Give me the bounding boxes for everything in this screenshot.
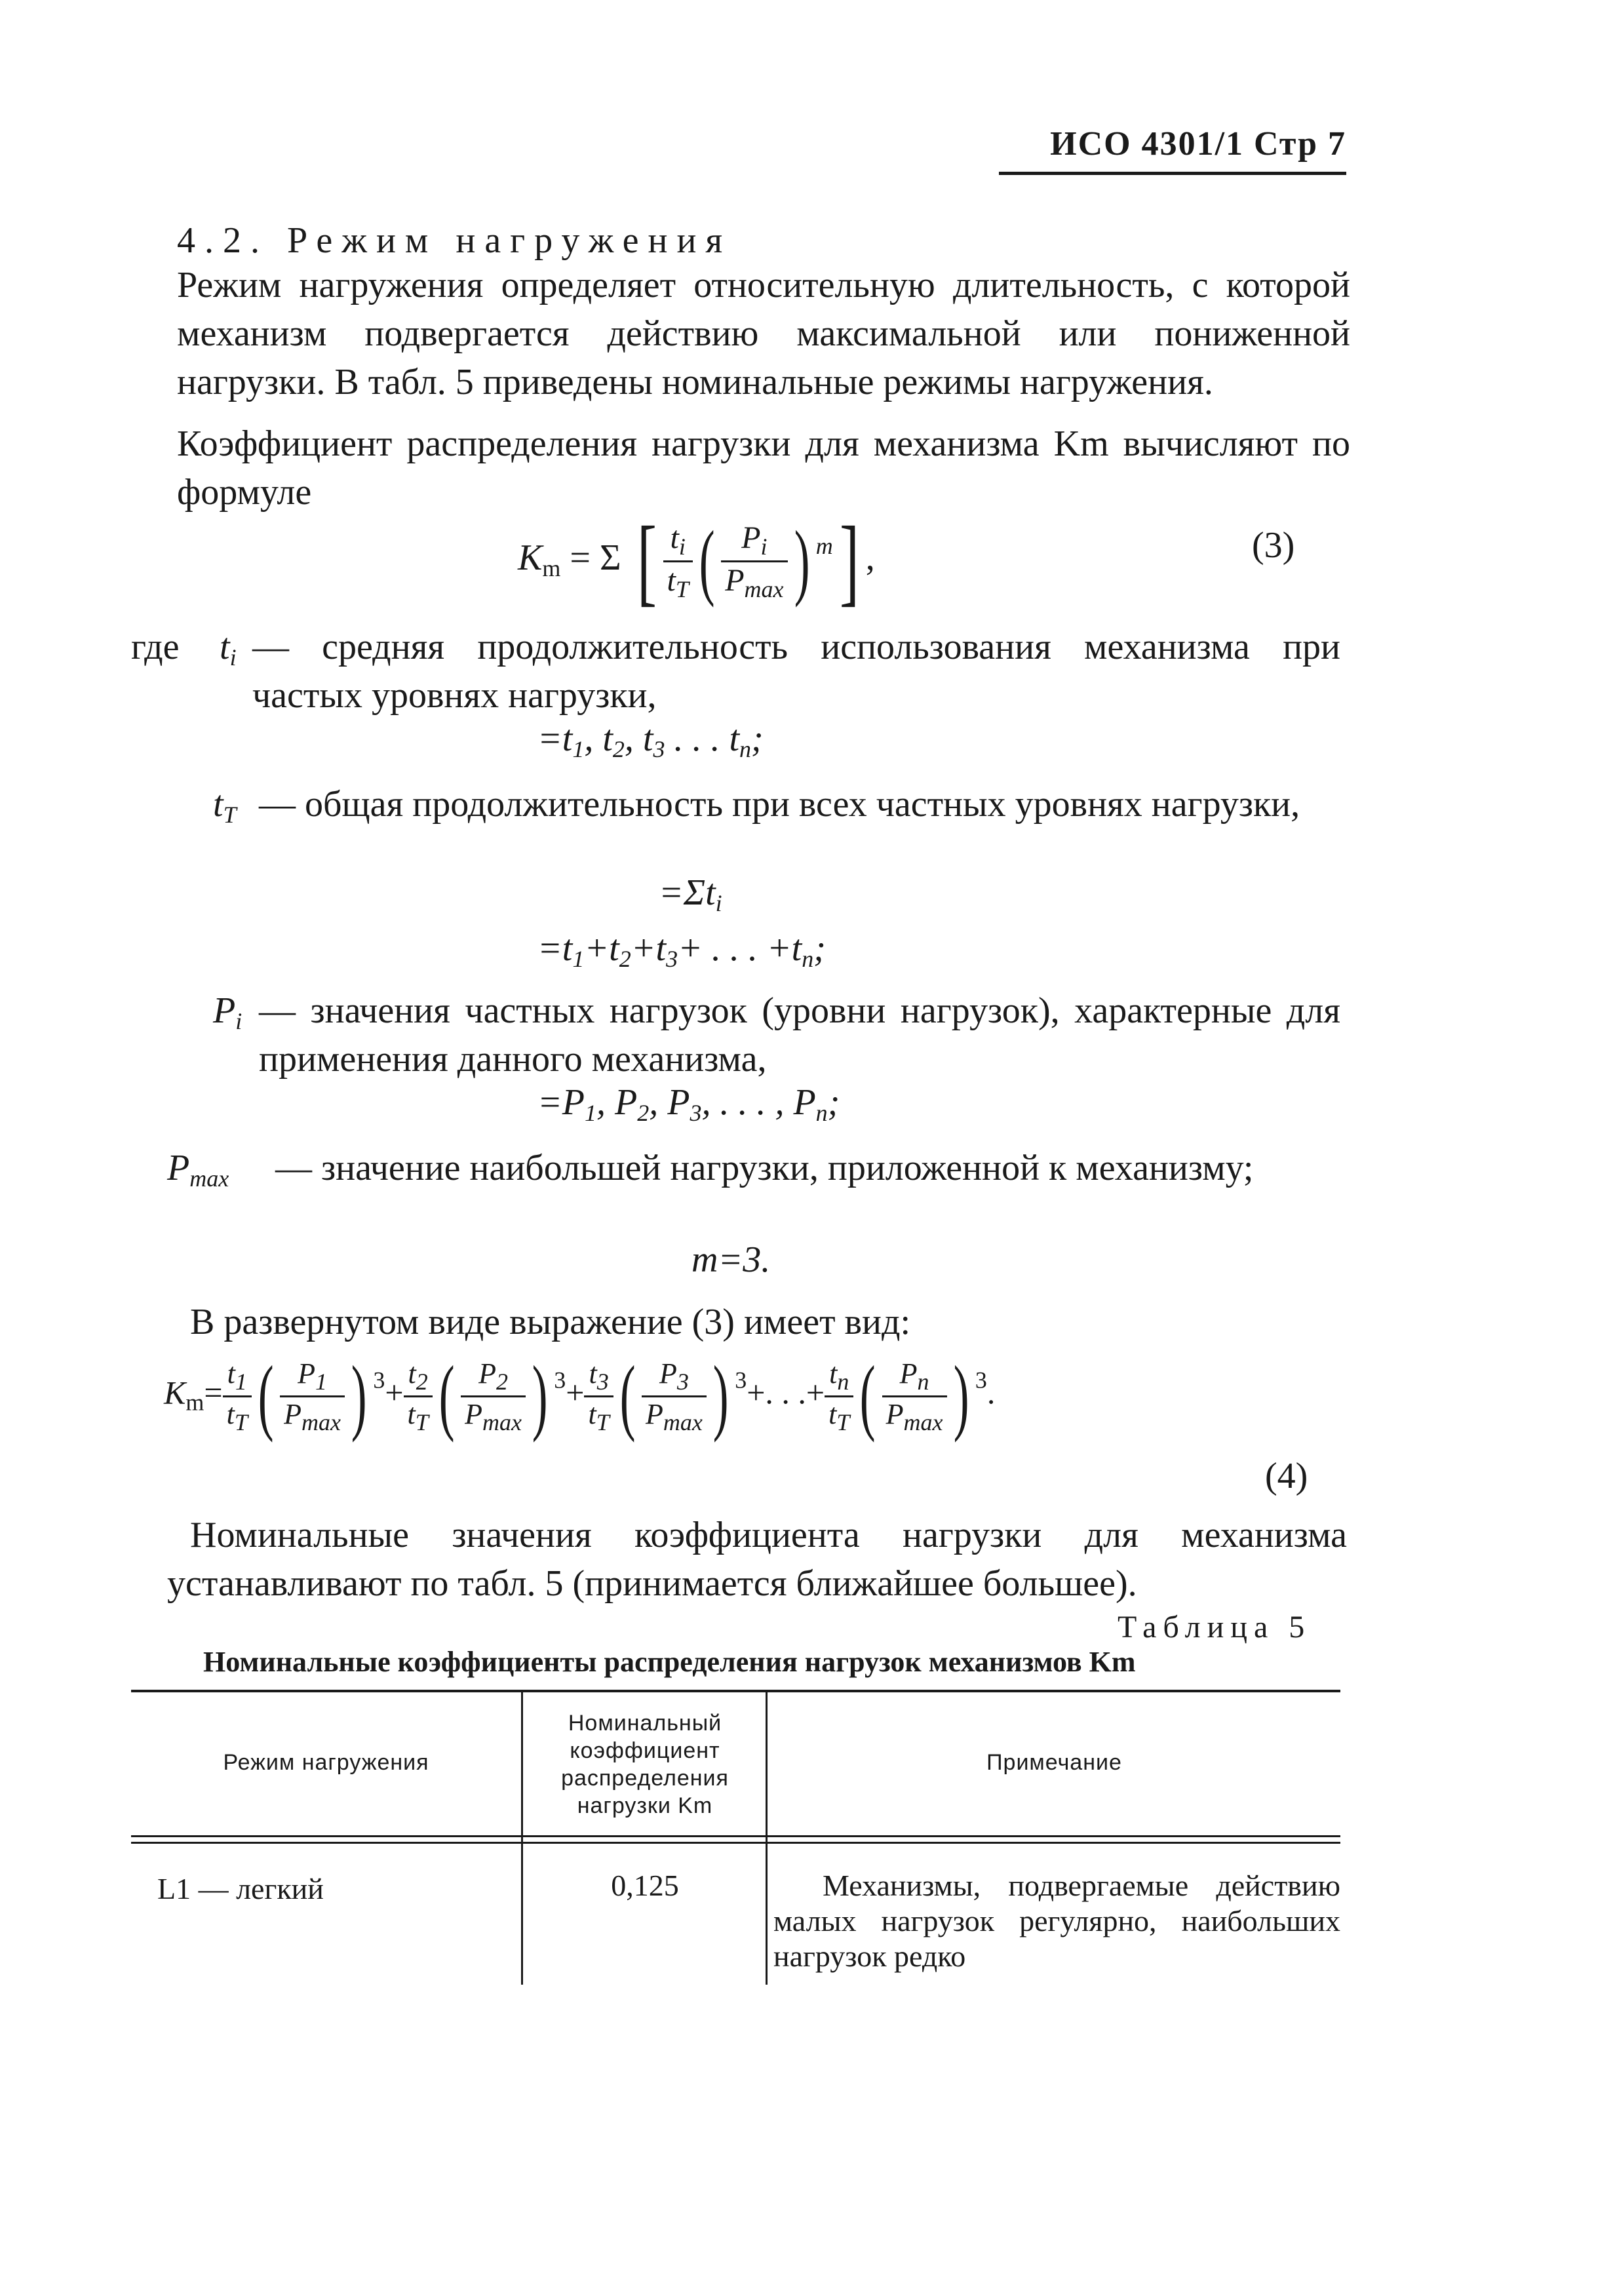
- Pmax-symbol: $P_{max}$: [167, 1148, 229, 1192]
- table-header-coefficient: Номинальный коэффициент распределения нагрузки Km: [561, 1711, 729, 1818]
- page-header: ИСО 4301/1 Стр 7: [1050, 125, 1346, 163]
- formula-3: $K_m = \Sigma$ [ $\frac{t_i}{t_T}$ ( $\frac{P_i}{P_{max}}$ ) $^m$] ,: [518, 507, 875, 615]
- table-label: Таблица 5: [1118, 1610, 1312, 1644]
- paragraph-1: Режим нагружения определяет относительную длительность, с которой механизм подвергается действию максимальной или пониженной нагрузки. В табл. 5 приведены номинальные режимы нагружения.: [177, 265, 1350, 402]
- header-rule: [999, 172, 1346, 175]
- table-column-divider-2: [766, 1690, 768, 1985]
- tT-definition: — общая продолжительность при всех частных уровнях нагрузки,: [259, 784, 1300, 825]
- table-row-note: Механизмы, подвергаемые действию малых нагрузок регулярно, наибольших нагрузок редко: [773, 1869, 1340, 1973]
- m-value: m=3.: [691, 1239, 771, 1280]
- table-header-rule-1: [131, 1835, 1340, 1837]
- where-label: где: [131, 627, 180, 667]
- Pmax-definition: — значение наибольшей нагрузки, приложенной к механизму;: [275, 1148, 1254, 1188]
- tT-sum: $=\Sigma t_i$: [659, 872, 722, 916]
- ti-definition: [252, 623, 1340, 720]
- section-title: 4.2. Режим нагружения: [177, 220, 732, 261]
- table-title: Номинальные коэффициенты распределения нагрузок механизмов Km: [203, 1646, 1136, 1678]
- table-header-note: Примечание: [986, 1750, 1122, 1775]
- table-row-mode: L1 — легкий: [157, 1872, 324, 1905]
- formula-4: $K_m=$ $\frac{t_1}{t_T}$ ( $\frac{P_1}{P_{max}}$ ) $^3$+ $\frac{t_2}{t_T}$ ( $\frac{P_2}{P_{max}}$ ) $^3$+ $\frac{t_3}{t_T}$ ( $\frac{P_3}{P_{max}}$ ) $^3$+. . .+ $\frac{t_n}{t_T}$ ( $\frac{P_n}{P_{max}}$ ) $^3$.: [164, 1349, 996, 1443]
- table-header-rule-2: [131, 1842, 1340, 1844]
- expanded-intro: В развернутом виде выражение (3) имеет вид:: [190, 1302, 910, 1342]
- Pi-definition: — значения частных нагрузок (уровни нагрузок), характерные для применения данного механизма,: [259, 990, 1340, 1080]
- paragraph-3: Номинальные значения коэффициента нагрузки для механизма устанавливают по табл. 5 (принимается ближайшее большее).: [167, 1515, 1347, 1604]
- table-column-divider-1: [521, 1690, 523, 1985]
- formula-4-number: (4): [1265, 1456, 1308, 1496]
- tT-symbol: $t_T$: [213, 784, 237, 828]
- table-top-rule: [131, 1690, 1340, 1692]
- Pi-values: $=P_1$, $P_2$, $P_3$, . . . , $P_n$;: [537, 1082, 840, 1126]
- ti-symbol: $t_i$: [220, 627, 237, 671]
- ti-values: $=t_1$, $t_2$, $t_3$ . . . $t_n$;: [537, 718, 764, 762]
- paragraph-2: Коэффициент распределения нагрузки для механизма Km вычисляют по формуле: [177, 423, 1350, 513]
- table-header-mode: Режим нагружения: [223, 1750, 429, 1775]
- Pi-symbol: $P_i$: [213, 990, 243, 1034]
- tT-expansion: $=t_1+t_2+t_3+$ . . . $+t_n$;: [537, 928, 826, 972]
- table-row-value: 0,125: [611, 1869, 679, 1902]
- formula-3-number: (3): [1252, 525, 1295, 566]
- ti-definition-text: — средняя продолжительность использования механизма при частых уровнях нагрузки,: [252, 627, 1340, 716]
